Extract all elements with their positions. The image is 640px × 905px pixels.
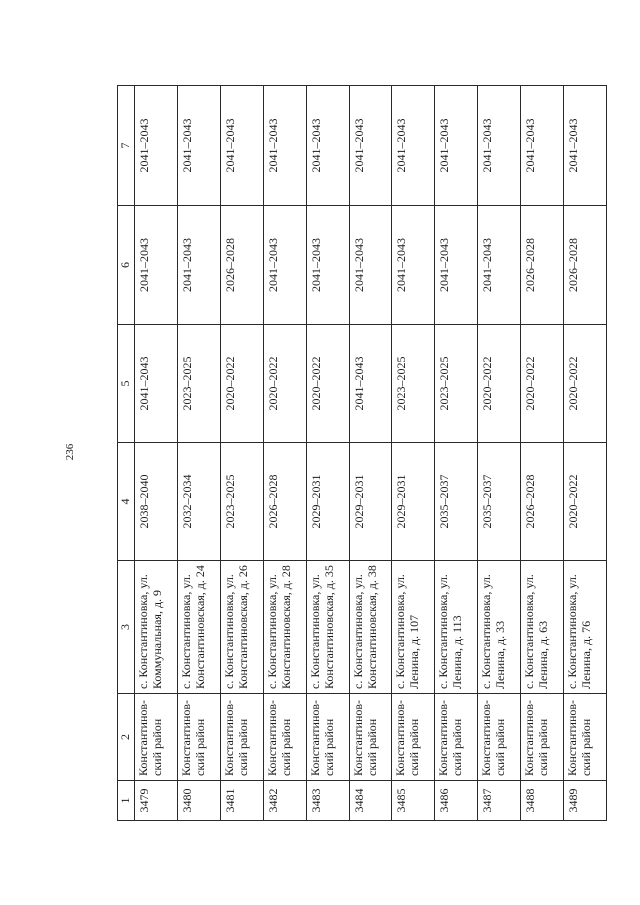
row-number: 3479 xyxy=(135,781,178,821)
period-cell-4: 2035–2037 xyxy=(435,443,478,561)
address-cell: с. Константиновка, ул. Ленина, д. 63 xyxy=(521,561,564,694)
row-number: 3486 xyxy=(435,781,478,821)
period-cell-6: 2041–2043 xyxy=(478,206,521,325)
schedule-table xyxy=(117,85,607,821)
period-cell-4: 2029–2031 xyxy=(349,443,392,561)
period-cell-7: 2041–2043 xyxy=(521,86,564,206)
period-cell-7: 2041–2043 xyxy=(263,86,306,206)
district-cell: Константинов-ский район xyxy=(564,694,607,781)
address-cell: с. Константиновка, ул. Константиновская, д. 26 xyxy=(220,561,263,694)
header-cell-4: 4 xyxy=(118,443,135,561)
period-cell-7: 2041–2043 xyxy=(306,86,349,206)
table-row xyxy=(521,86,564,821)
row-number: 3487 xyxy=(478,781,521,821)
period-cell-6: 2041–2043 xyxy=(392,206,435,325)
district-cell: Константинов-ский район xyxy=(435,694,478,781)
row-number: 3488 xyxy=(521,781,564,821)
header-cell-2: 2 xyxy=(118,694,135,781)
rotated-table-container xyxy=(117,86,607,821)
period-cell-7: 2041–2043 xyxy=(564,86,607,206)
row-number: 3489 xyxy=(564,781,607,821)
period-cell-6: 2041–2043 xyxy=(263,206,306,325)
period-cell-5: 2041–2043 xyxy=(135,325,178,443)
table-row xyxy=(220,86,263,821)
row-number: 3483 xyxy=(306,781,349,821)
period-cell-7: 2041–2043 xyxy=(435,86,478,206)
period-cell-5: 2041–2043 xyxy=(349,325,392,443)
period-cell-4: 2026–2028 xyxy=(263,443,306,561)
header-cell-3: 3 xyxy=(118,561,135,694)
period-cell-7: 2041–2043 xyxy=(135,86,178,206)
period-cell-6: 2026–2028 xyxy=(521,206,564,325)
address-cell: с. Константиновка, ул. Ленина, д. 76 xyxy=(564,561,607,694)
period-cell-5: 2020–2022 xyxy=(521,325,564,443)
period-cell-5: 2023–2025 xyxy=(392,325,435,443)
period-cell-5: 2020–2022 xyxy=(478,325,521,443)
period-cell-4: 2029–2031 xyxy=(306,443,349,561)
table-row xyxy=(177,86,220,821)
table-frame xyxy=(117,86,607,821)
period-cell-7: 2041–2043 xyxy=(220,86,263,206)
header-cell-7: 7 xyxy=(118,86,135,206)
address-cell: с. Константиновка, ул. Ленина, д. 107 xyxy=(392,561,435,694)
row-number: 3482 xyxy=(263,781,306,821)
period-cell-5: 2023–2025 xyxy=(435,325,478,443)
period-cell-4: 2026–2028 xyxy=(521,443,564,561)
period-cell-5: 2020–2022 xyxy=(306,325,349,443)
district-cell: Константинов-ский район xyxy=(349,694,392,781)
period-cell-4: 2020–2022 xyxy=(564,443,607,561)
header-cell-1: 1 xyxy=(118,781,135,821)
period-cell-6: 2041–2043 xyxy=(135,206,178,325)
address-cell: с. Константиновка, ул. Константиновская, д. 38 xyxy=(349,561,392,694)
table-row xyxy=(135,86,178,821)
period-cell-6: 2041–2043 xyxy=(306,206,349,325)
period-cell-4: 2032–2034 xyxy=(177,443,220,561)
table-row xyxy=(564,86,607,821)
row-number: 3485 xyxy=(392,781,435,821)
header-cell-6: 6 xyxy=(118,206,135,325)
table-row xyxy=(306,86,349,821)
table-body xyxy=(135,86,607,821)
address-cell: с. Константиновка, ул. Ленина, д. 113 xyxy=(435,561,478,694)
table-row xyxy=(263,86,306,821)
period-cell-6: 2026–2028 xyxy=(564,206,607,325)
district-cell: Константинов-ский район xyxy=(177,694,220,781)
row-number: 3484 xyxy=(349,781,392,821)
district-cell: Константинов-ский район xyxy=(521,694,564,781)
row-number: 3480 xyxy=(177,781,220,821)
header-row xyxy=(118,86,135,821)
period-cell-7: 2041–2043 xyxy=(478,86,521,206)
period-cell-7: 2041–2043 xyxy=(392,86,435,206)
district-cell: Константинов-ский район xyxy=(392,694,435,781)
period-cell-5: 2023–2025 xyxy=(177,325,220,443)
address-cell: с. Константиновка, ул. Ленина, д. 33 xyxy=(478,561,521,694)
header-cell-5: 5 xyxy=(118,325,135,443)
district-cell: Константинов-ский район xyxy=(263,694,306,781)
period-cell-4: 2029–2031 xyxy=(392,443,435,561)
district-cell: Константинов-ский район xyxy=(478,694,521,781)
address-cell: с. Константиновка, ул. Константиновская, д. 35 xyxy=(306,561,349,694)
district-cell: Константинов-ский район xyxy=(306,694,349,781)
period-cell-5: 2020–2022 xyxy=(564,325,607,443)
district-cell: Константинов-ский район xyxy=(220,694,263,781)
page-number: 236 xyxy=(64,443,76,461)
period-cell-7: 2041–2043 xyxy=(177,86,220,206)
address-cell: с. Константиновка, ул. Константиновская, д. 28 xyxy=(263,561,306,694)
period-cell-4: 2035–2037 xyxy=(478,443,521,561)
table-row xyxy=(478,86,521,821)
period-cell-4: 2038–2040 xyxy=(135,443,178,561)
table-row xyxy=(435,86,478,821)
address-cell: с. Константиновка, ул. Константиновская, д. 24 xyxy=(177,561,220,694)
period-cell-6: 2041–2043 xyxy=(435,206,478,325)
district-cell: Константинов-ский район xyxy=(135,694,178,781)
address-cell: с. Константиновка, ул. Коммунальная, д. 9 xyxy=(135,561,178,694)
period-cell-4: 2023–2025 xyxy=(220,443,263,561)
period-cell-7: 2041–2043 xyxy=(349,86,392,206)
table-row xyxy=(349,86,392,821)
period-cell-6: 2041–2043 xyxy=(177,206,220,325)
period-cell-6: 2041–2043 xyxy=(349,206,392,325)
period-cell-6: 2026–2028 xyxy=(220,206,263,325)
table-row xyxy=(392,86,435,821)
period-cell-5: 2020–2022 xyxy=(220,325,263,443)
period-cell-5: 2020–2022 xyxy=(263,325,306,443)
row-number: 3481 xyxy=(220,781,263,821)
